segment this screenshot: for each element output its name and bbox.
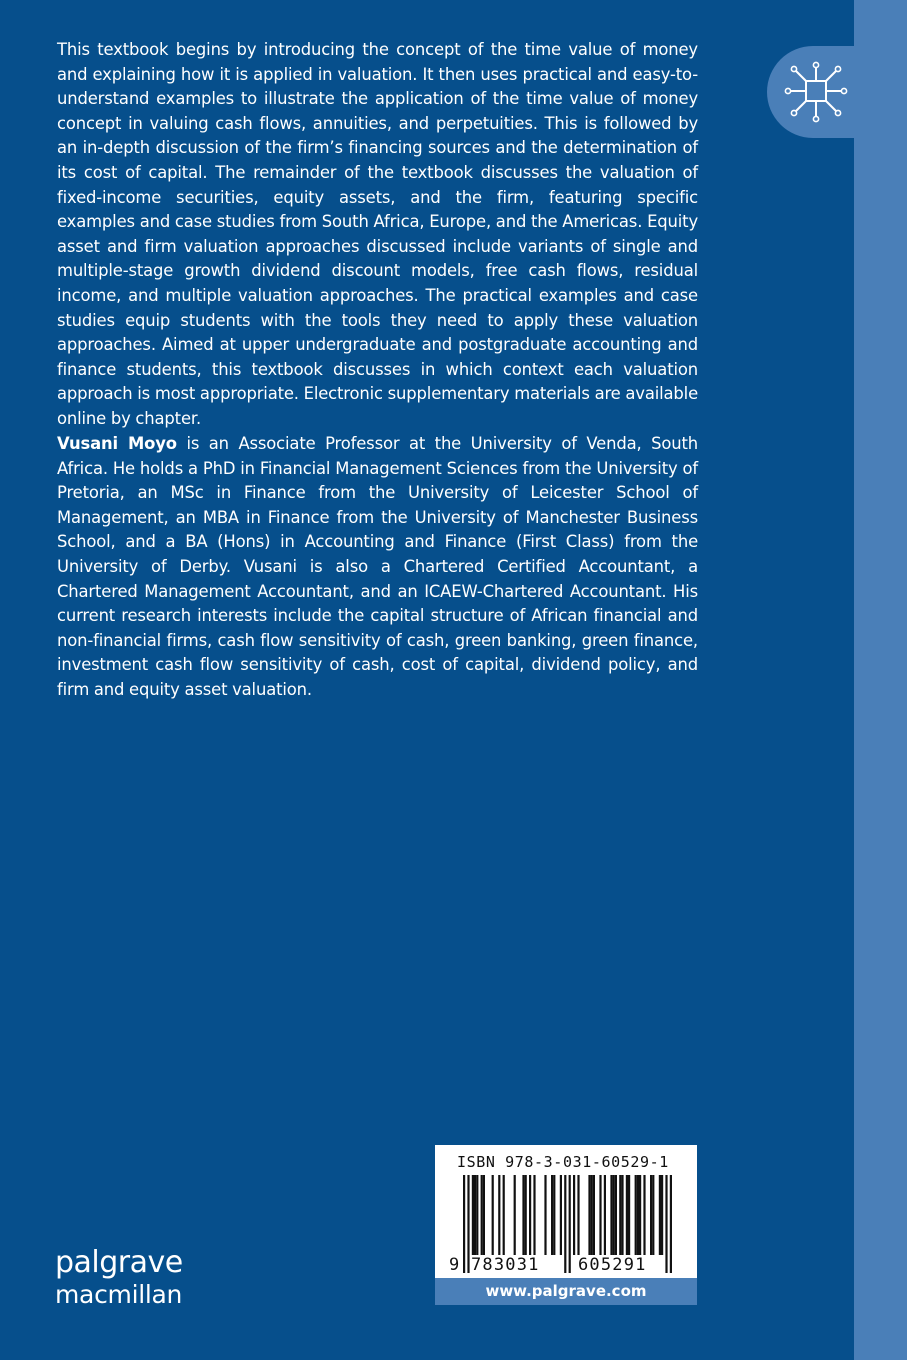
- barcode-bar: [610, 1175, 612, 1255]
- author-name: Vusani Moyo: [57, 434, 177, 453]
- barcode-bar: [553, 1175, 555, 1255]
- publisher-name-line2: macmillan: [55, 1280, 183, 1309]
- barcode-digit-first: 9: [449, 1255, 460, 1275]
- barcode-bar: [474, 1175, 476, 1255]
- barcode-bar: [628, 1175, 630, 1255]
- barcode-bar: [529, 1175, 531, 1255]
- barcode-bar: [522, 1175, 524, 1255]
- barcode-bar: [503, 1175, 505, 1255]
- barcode-digits-right: 605291: [578, 1255, 647, 1275]
- barcode-bar: [525, 1175, 527, 1255]
- publisher-website: www.palgrave.com: [435, 1278, 697, 1305]
- barcode-bar: [569, 1175, 571, 1273]
- barcode-bar: [463, 1175, 465, 1273]
- barcode-bar: [604, 1175, 606, 1255]
- barcode-bar: [643, 1175, 645, 1255]
- barcode-bar: [661, 1175, 663, 1255]
- barcode-bar: [650, 1175, 652, 1255]
- barcode-bar: [577, 1175, 579, 1255]
- barcode-bar: [619, 1175, 621, 1255]
- barcode-bar: [637, 1175, 639, 1255]
- book-description: This textbook begins by introducing the concept of the time value of money and explaining how it is applied in valuation. It then uses practical and easy-to-understand examples to illustrate the application of the time value of money concept in valuing cash flows, annuities, and perpetuities. This is followed by an in-depth discussion of the firm’s financing sources and the determination of its cost of capital. The remainder of the textbook discusses the valuation of fixed-income securities, equity assets, and the firm, featuring specific examples and case studies from South Africa, Europe, and the Americas. Equity asset and firm valuation approaches discussed include variants of single and multiple-stage growth dividend discount models, free cash flows, residual income, and multiple valuation approaches. The practical examples and case studies equip students with the tools they need to apply these valuation approaches. Aimed at upper undergraduate and postgraduate accounting and finance students, this textbook discusses in which context each valuation approach is most appropriate. Electronic supplementary materials are available online by chapter.: [57, 40, 699, 428]
- barcode-bar: [615, 1175, 617, 1255]
- barcode-bar: [467, 1175, 469, 1273]
- isbn-barcode-box: [435, 1145, 697, 1305]
- barcode-bar: [483, 1175, 485, 1255]
- barcode-bar: [613, 1175, 615, 1255]
- barcode-bar: [588, 1175, 590, 1255]
- barcode-bar: [498, 1175, 500, 1255]
- barcode-bar: [481, 1175, 483, 1255]
- author-bio: [57, 432, 698, 703]
- barcode-bar: [492, 1175, 494, 1255]
- barcode-bar: [670, 1175, 672, 1273]
- barcode-bar: [665, 1175, 667, 1273]
- barcode-bar: [652, 1175, 654, 1255]
- barcode-bar: [573, 1175, 575, 1255]
- author-bio-text: is an Associate Professor at the University of Venda, South Africa. He holds a PhD in Financial Management Sciences from the University of Pretoria, an MSc in Finance from the University of Leicester School of Management, an MBA in Finance from the University of Manchester Business School, and a BA (Hons) in Accounting and Finance (First Class) from the University of Derby. Vusani is also a Chartered Certified Accountant, a Chartered Management Accountant, and an ICAEW-Chartered Accountant. His current research interests include the capital structure of African financial and non-financial firms, cash flow sensitivity of cash, green banking, green finance, investment cash flow sensitivity of cash, cost of capital, dividend policy, and firm and equity asset valuation.: [57, 434, 698, 699]
- barcode-bar: [551, 1175, 553, 1255]
- isbn-label: ISBN 978-3-031-60529-1: [457, 1153, 669, 1171]
- barcode-bar: [472, 1175, 474, 1255]
- barcode-bar: [626, 1175, 628, 1255]
- barcode-bar: [476, 1175, 478, 1255]
- spine-edge-band: [854, 0, 907, 1360]
- publisher-name-line1: palgrave: [55, 1245, 183, 1280]
- barcode-bar: [639, 1175, 641, 1255]
- barcode-bar: [564, 1175, 566, 1273]
- barcode-bar: [635, 1175, 637, 1255]
- barcode-bar: [621, 1175, 623, 1255]
- publisher-logo: [55, 1245, 183, 1309]
- palgrave-network-icon: [780, 58, 854, 126]
- barcode-bar: [659, 1175, 661, 1255]
- barcode-bar: [533, 1175, 535, 1255]
- barcode-digits-left: 783031: [471, 1255, 540, 1275]
- barcode-bar: [591, 1175, 593, 1255]
- barcode-bar: [514, 1175, 516, 1255]
- barcode-bar: [544, 1175, 546, 1255]
- barcode-bar: [560, 1175, 562, 1255]
- barcode-bar: [599, 1175, 601, 1255]
- barcode-bar: [593, 1175, 595, 1255]
- logo-tab: [767, 46, 867, 138]
